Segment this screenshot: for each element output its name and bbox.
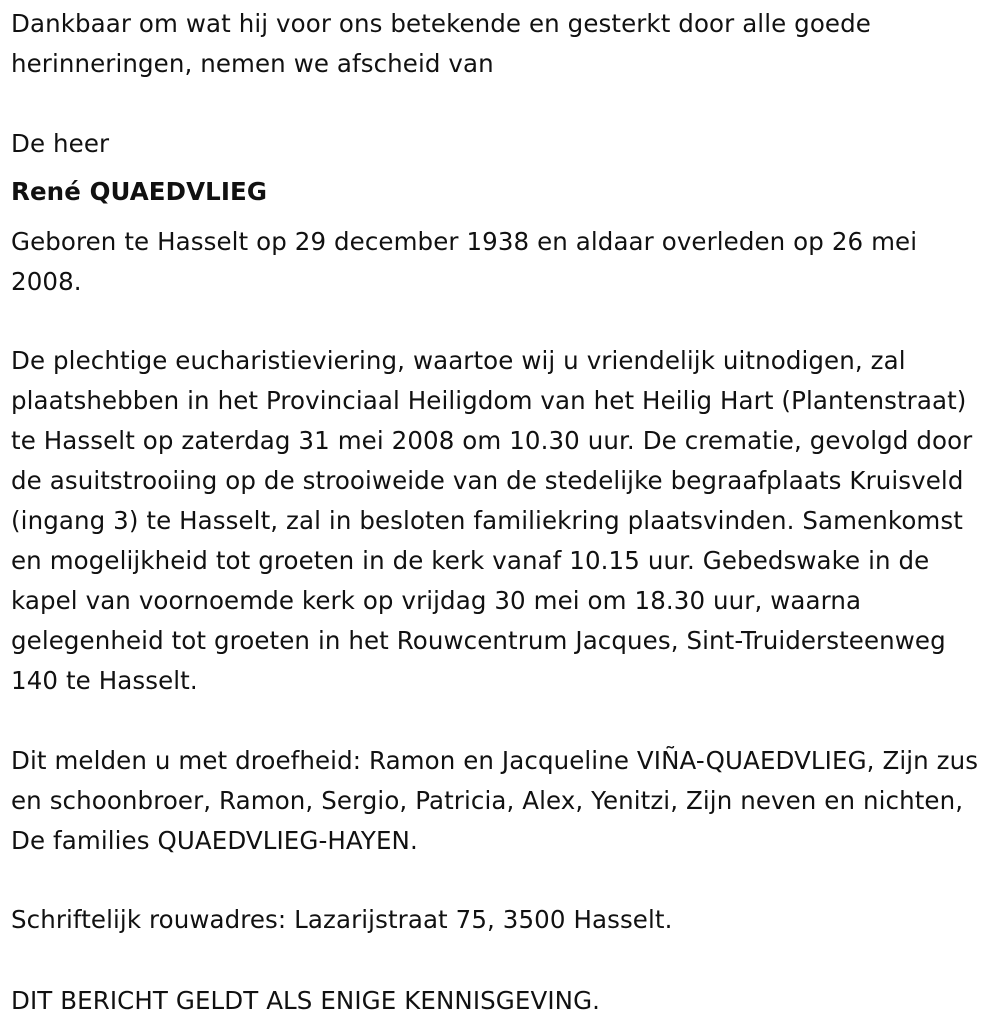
birth-death-paragraph: Geboren te Hasselt op 29 december 1938 en aldaar overleden op 26 mei 2008. <box>11 227 918 296</box>
final-notice-line: DIT BERICHT GELDT ALS ENIGE KENNISGEVING. <box>11 986 601 1015</box>
deceased-name: René QUAEDVLIEG <box>11 177 268 206</box>
intro-paragraph: Dankbaar om wat hij voor ons betekende en gesterkt door alle goede herinneringen, nemen we afscheid van <box>11 9 871 78</box>
mourning-address: Schriftelijk rouwadres: Lazarijstraat 75, 3500 Hasselt. <box>11 905 673 934</box>
family-paragraph: Dit melden u met droefheid: Ramon en Jacqueline VIÑA-QUAEDVLIEG, Zijn zus en schoonbroer, Ramon, Sergio, Patricia, Alex, Yenitzi, Zijn neven en nichten, De families QUAEDVLIEG-HAYEN. <box>11 746 979 855</box>
salutation: De heer <box>11 129 110 158</box>
ceremony-paragraph: De plechtige eucharistieviering, waartoe wij u vriendelijk uitnodigen, zal plaatshebben in het Provinciaal Heiligdom van het Heilig Hart (Plantenstraat) te Hasselt op zaterdag 31 mei 2008 om 10.30 uur. De crematie, gevolgd door de asuitstrooiing op de strooiweide van de stedelijke begraafplaats Kruisveld (ingang 3) te Hasselt, zal in besloten familiekring plaatsvinden. Samenkomst en mogelijkheid tot groeten in de kerk vanaf 10.15 uur. Gebedswake in de kapel van voornoemde kerk op vrijdag 30 mei om 18.30 uur, waarna gelegenheid tot groeten in het Rouwcentrum Jacques, Sint-Truidersteenweg 140 te Hasselt. <box>11 346 973 695</box>
